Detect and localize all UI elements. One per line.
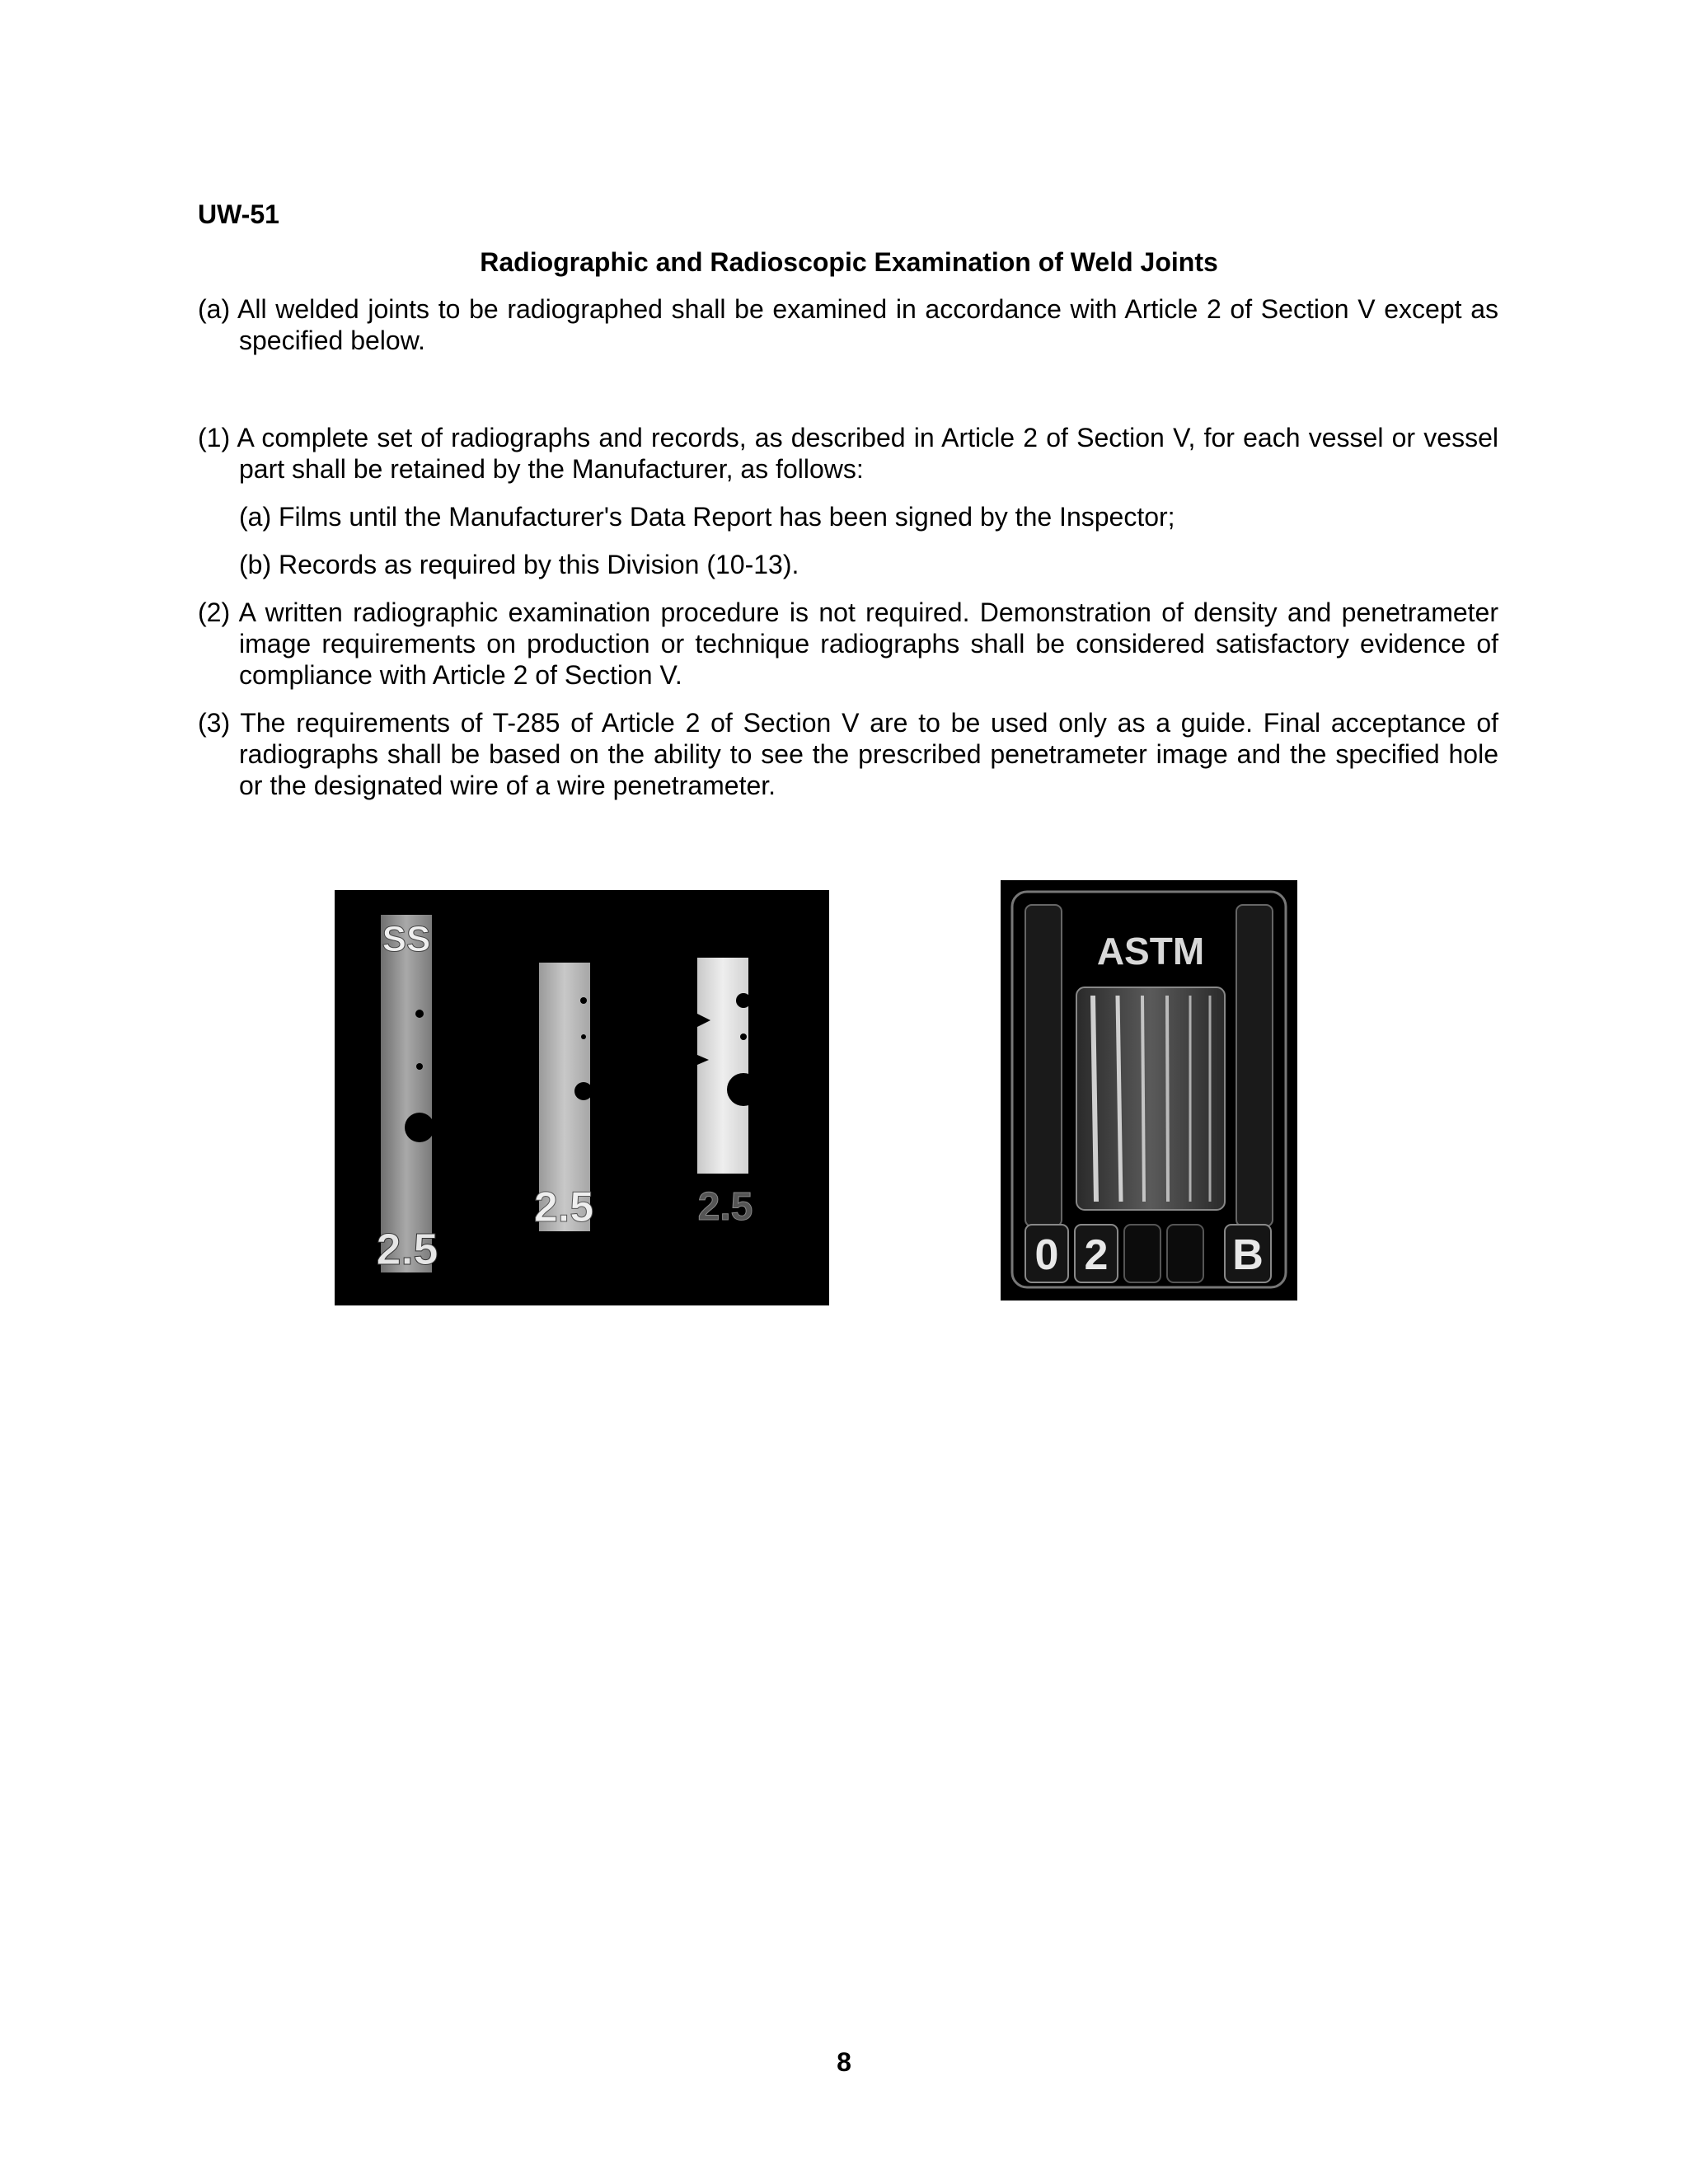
wire-penetrameter-image (1001, 880, 1297, 1301)
plate-mark-bottom: 2.5 (533, 1183, 594, 1231)
paragraph-3: (3) The requirements of T-285 of Article 2 of Section V are to be used only as a guide. Final acceptance of radiographs shall be based on the ability to see the prescribed penetrameter image and the specified hole or the designated wire of a wire penetrameter. (198, 708, 1498, 800)
penetrameter-hole (581, 1034, 586, 1039)
penetrameter-hole (405, 1113, 434, 1142)
penetrameter-plate (697, 958, 748, 1174)
plate-mark-bottom: 2.5 (697, 1185, 753, 1229)
astm-mark: ASTM (1096, 930, 1205, 972)
penetrameter-hole (416, 1063, 423, 1070)
wire-window (1076, 987, 1225, 1210)
id-mark-box (1124, 1225, 1160, 1282)
paragraph-1a: (a) Films until the Manufacturer's Data Report has been signed by the Inspector; (239, 502, 1175, 532)
plate-mark-top: SS (382, 919, 431, 959)
hole-penetrameter-radiograph (335, 890, 829, 1305)
id-mark-b: B (1232, 1231, 1264, 1279)
paragraph-1: (1) A complete set of radiographs and records, as described in Article 2 of Section V, for each vessel or vessel part shall be retained by the Manufacturer, as follows: (198, 423, 1498, 484)
page-number: 8 (837, 2047, 851, 2077)
section-id: UW-51 (198, 199, 279, 229)
hole-penetrameter-image (335, 890, 829, 1305)
holder-right-rail (1236, 905, 1273, 1226)
paragraph-a: (a) All welded joints to be radiographed shall be examined in accordance with Article 2 of Section V except as specified below. (198, 294, 1498, 355)
id-mark-2: 2 (1084, 1231, 1109, 1279)
id-mark-box (1167, 1225, 1203, 1282)
penetrameter-wire (1142, 996, 1144, 1202)
penetrameter-wire (1093, 996, 1096, 1202)
penetrameter-hole (736, 993, 751, 1008)
penetrameter-hole (415, 1010, 424, 1018)
penetrameter-hole (574, 1082, 593, 1100)
plate-mark-bottom: 2.5 (376, 1225, 438, 1274)
penetrameter-hole (740, 1033, 747, 1040)
penetrameter-hole (727, 1073, 760, 1106)
holder-left-rail (1025, 905, 1062, 1226)
paragraph-1b: (b) Records as required by this Division (10-13). (239, 550, 799, 579)
paragraph-2: (2) A written radiographic examination procedure is not required. Demonstration of density and penetrameter image requirements on production or technique radiographs shall be considered satisfactory evidence of compliance with Article 2 of Section V. (198, 598, 1498, 690)
page-title: Radiographic and Radioscopic Examination of Weld Joints (480, 247, 1218, 277)
penetrameter-plate (381, 915, 432, 1272)
wire-penetrameter-radiograph (1001, 880, 1297, 1301)
penetrameter-wire (1167, 996, 1168, 1202)
id-mark-0: 0 (1034, 1231, 1059, 1279)
penetrameter-hole (580, 997, 587, 1004)
